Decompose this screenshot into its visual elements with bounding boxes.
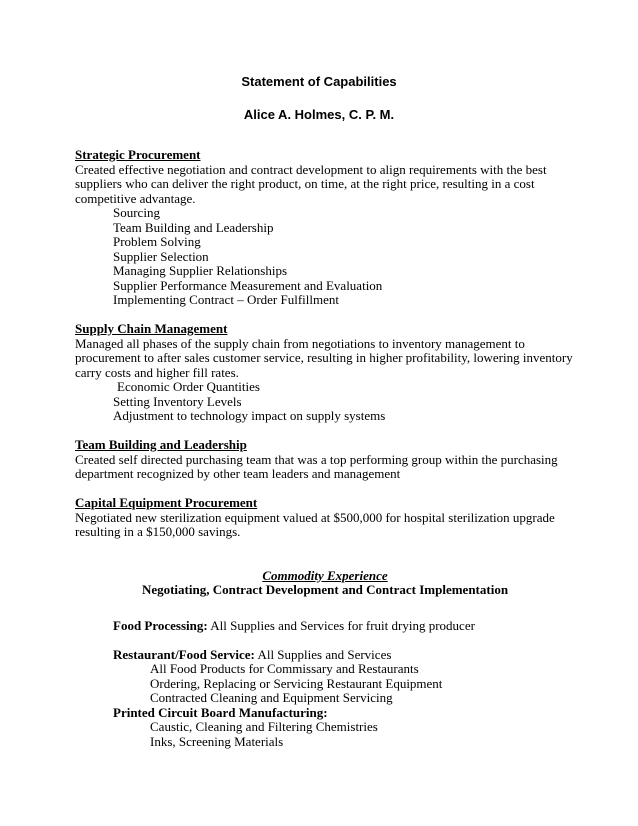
section-heading: Supply Chain Management: [75, 321, 228, 336]
commodity-heading: [75, 569, 575, 598]
list-item: All Food Products for Commissary and Restaurants: [150, 661, 419, 676]
section-heading: Capital Equipment Procurement: [75, 495, 258, 510]
section-strategic-procurement: [75, 148, 575, 308]
commodity-title: Commodity Experience: [262, 567, 388, 583]
document-body: [75, 148, 575, 749]
pcb-label: Printed Circuit Board Manufacturing:: [113, 704, 328, 720]
section-text: Created effective negotiation and contract development to align requirements with the best suppliers who can deliver the right product, on time, at the right price, resulting in a cost competitive advantage.: [75, 161, 547, 206]
skills-list: [75, 380, 575, 424]
food-processing-line: [113, 619, 575, 634]
section-heading: Team Building and Leadership: [75, 437, 247, 452]
person-name: Alice A. Holmes, C. P. M.: [243, 107, 395, 122]
food-processing-text: All Supplies and Services for fruit drying producer: [210, 617, 475, 633]
skills-list: [75, 206, 575, 308]
list-item: Setting Inventory Levels: [113, 393, 242, 409]
list-item: Sourcing: [113, 205, 160, 220]
restaurant-label: Restaurant/Food Service:: [113, 646, 255, 662]
section-text: Managed all phases of the supply chain from negotiations to inventory management to procurement to after sales customer service, resulting in higher profitability, lowering inventory carry costs and higher fill rates.: [75, 335, 573, 380]
section-text: Negotiated new sterilization equipment valued at $500,000 for hospital sterilization upgrade resulting in a $150,000 savings.: [75, 509, 555, 539]
list-item: Contracted Cleaning and Equipment Servicing: [150, 690, 393, 705]
pcb-items: [113, 720, 575, 749]
restaurant-line: [113, 648, 575, 663]
list-item: Problem Solving: [113, 234, 201, 249]
restaurant-text: All Supplies and Services: [257, 646, 392, 662]
spacer: [75, 554, 575, 569]
list-item: Supplier Selection: [113, 248, 209, 264]
food-processing-label: Food Processing:: [113, 617, 208, 633]
section-heading: Strategic Procurement: [75, 147, 201, 162]
list-item: Caustic, Cleaning and Filtering Chemistries: [150, 719, 378, 734]
list-item: Managing Supplier Relationships: [113, 263, 288, 278]
list-item: Supplier Performance Measurement and Evaluation: [113, 277, 383, 293]
list-item: Adjustment to technology impact on supply systems: [113, 408, 386, 423]
section-capital-equipment: [75, 496, 575, 540]
commodity-subtitle: Negotiating, Contract Development and Contract Implementation: [141, 582, 509, 597]
section-text: Created self directed purchasing team that was a top performing group within the purchasing department recognized by other team leaders and management: [75, 451, 558, 481]
list-item: Team Building and Leadership: [113, 219, 274, 235]
section-team-building: [75, 438, 575, 482]
list-item: Implementing Contract – Order Fulfillment: [113, 292, 340, 307]
list-item: Ordering, Replacing or Servicing Restaurant Equipment: [150, 675, 443, 691]
list-item: Inks, Screening Materials: [150, 733, 284, 749]
document-title: Statement of Capabilities: [241, 74, 397, 89]
spacer: [75, 598, 575, 619]
commodity-list: [113, 619, 575, 750]
spacer: [113, 633, 575, 648]
list-item: Economic Order Quantities: [117, 379, 260, 394]
restaurant-items: [113, 662, 575, 706]
section-supply-chain: [75, 322, 575, 424]
